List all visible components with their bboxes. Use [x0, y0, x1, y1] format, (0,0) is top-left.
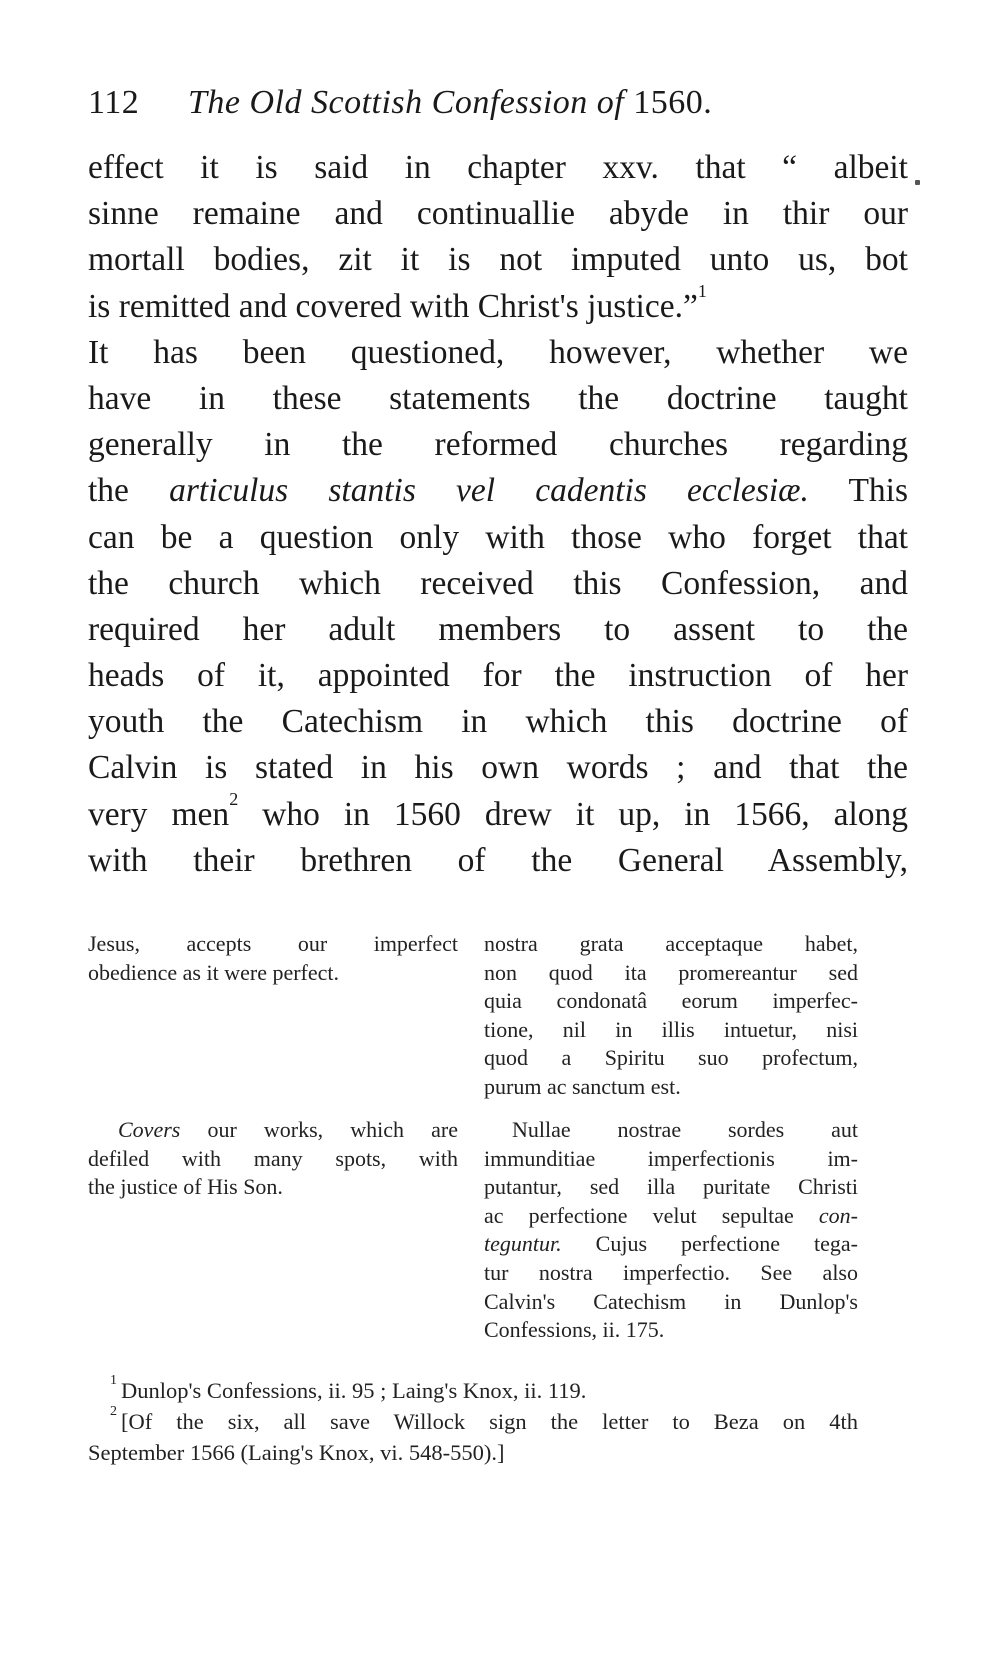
- footnote-ref: 1: [697, 280, 707, 301]
- note-line: putantur, sed illa puritate Christi: [484, 1174, 858, 1200]
- note-line: quod a Spiritu suo profectum,: [484, 1045, 858, 1071]
- footnote-1: [88, 1375, 858, 1406]
- note-line-text: ac perfectione velut sepultae: [484, 1202, 794, 1228]
- note-line: immunditiae imperfectionis im-: [484, 1145, 858, 1171]
- note-line: Jesus, accepts our imperfect: [88, 931, 458, 956]
- footnote-text: Dunlop's Confessions, ii. 95 ; Laing's Knox, ii. 119.: [121, 1378, 587, 1403]
- note-line: [88, 1116, 458, 1145]
- body-line: It has been questioned, however, whether we: [88, 333, 908, 371]
- body-line: the church which received this Confession, and: [88, 564, 908, 602]
- body-line-text: This: [848, 472, 908, 510]
- body-line-text: who in 1560 drew it up, in 1566, along: [262, 795, 909, 833]
- note-line: defiled with many spots, with: [88, 1145, 458, 1171]
- note-line: the justice of His Son.: [88, 1174, 283, 1200]
- note-english-2: [88, 1116, 458, 1202]
- body-line-text: is remitted and covered with Christ's justice.”: [88, 287, 698, 325]
- running-header: [88, 78, 908, 128]
- note-italic-word: teguntur.: [484, 1231, 562, 1257]
- body-line-text: the: [88, 472, 129, 510]
- note-line: tur nostra imperfectio. See also: [484, 1259, 858, 1285]
- note-line: Nullae nostrae sordes aut: [512, 1117, 858, 1142]
- margin-mark: [915, 180, 920, 185]
- page-number: 112: [88, 84, 140, 121]
- body-line: heads of it, appointed for the instruction of her: [88, 657, 908, 695]
- body-line: youth the Catechism in which this doctrine of: [88, 703, 908, 741]
- main-paragraph: [88, 145, 908, 884]
- body-line: [88, 280, 908, 330]
- note-line-text: our works, which are: [207, 1117, 458, 1142]
- footnote-ref: 2: [229, 788, 239, 809]
- note-line: tione, nil in illis intuetur, nisi: [484, 1016, 858, 1042]
- note-line: purum ac sanctum est.: [484, 1073, 681, 1099]
- body-line: sinne remaine and continuallie abyde in thir our: [88, 195, 908, 233]
- body-line: effect it is said in chapter xxv. that “ albeit: [88, 149, 908, 186]
- note-line: [484, 1230, 858, 1259]
- note-latin-2: [484, 1116, 858, 1345]
- body-line: with their brethren of the General Assembly,: [88, 841, 908, 879]
- footnote-number: 1: [110, 1373, 117, 1388]
- note-italic-word: con-: [818, 1202, 858, 1228]
- body-line-text: very men: [88, 795, 230, 833]
- body-line: have in these statements the doctrine taught: [88, 379, 908, 417]
- body-line: [88, 788, 909, 838]
- footnote-number: 2: [110, 1404, 117, 1419]
- footnote-2-continued: September 1566 (Laing's Knox, vi. 548-550).]: [88, 1440, 505, 1465]
- note-line: Confessions, ii. 175.: [484, 1317, 665, 1343]
- footnote-2: [88, 1406, 858, 1437]
- note-italic-word: Covers: [118, 1117, 181, 1142]
- footnotes: [88, 1375, 858, 1468]
- note-latin-1: [484, 930, 858, 1102]
- body-line: generally in the reformed churches regarding: [88, 426, 908, 464]
- body-line: mortall bodies, zit it is not imputed unto us, bot: [88, 241, 908, 279]
- note-line: quia condonatâ eorum imperfec-: [484, 988, 858, 1014]
- note-line: Calvin's Catechism in Dunlop's: [484, 1288, 858, 1314]
- running-title-year: 1560.: [633, 84, 713, 121]
- note-line: [484, 1202, 858, 1231]
- body-line: required her adult members to assent to the: [88, 610, 908, 648]
- note-line: nostra grata acceptaque habet,: [484, 931, 858, 956]
- body-line: can be a question only with those who forget that: [88, 518, 908, 556]
- footnote-text: [Of the six, all save Willock sign the letter to Beza on 4th: [121, 1409, 858, 1434]
- latin-phrase: articulus stantis vel cadentis ecclesiæ.: [169, 472, 809, 510]
- running-title: The Old Scottish Confession of: [188, 84, 625, 121]
- note-line: non quod ita promereantur sed: [484, 959, 858, 985]
- note-english-1: [88, 930, 458, 987]
- note-line-text: Cujus perfectione tega-: [595, 1231, 858, 1257]
- note-line: obedience as it were perfect.: [88, 959, 340, 985]
- body-line: Calvin is stated in his own words ; and that the: [88, 749, 908, 787]
- body-line: [88, 468, 908, 514]
